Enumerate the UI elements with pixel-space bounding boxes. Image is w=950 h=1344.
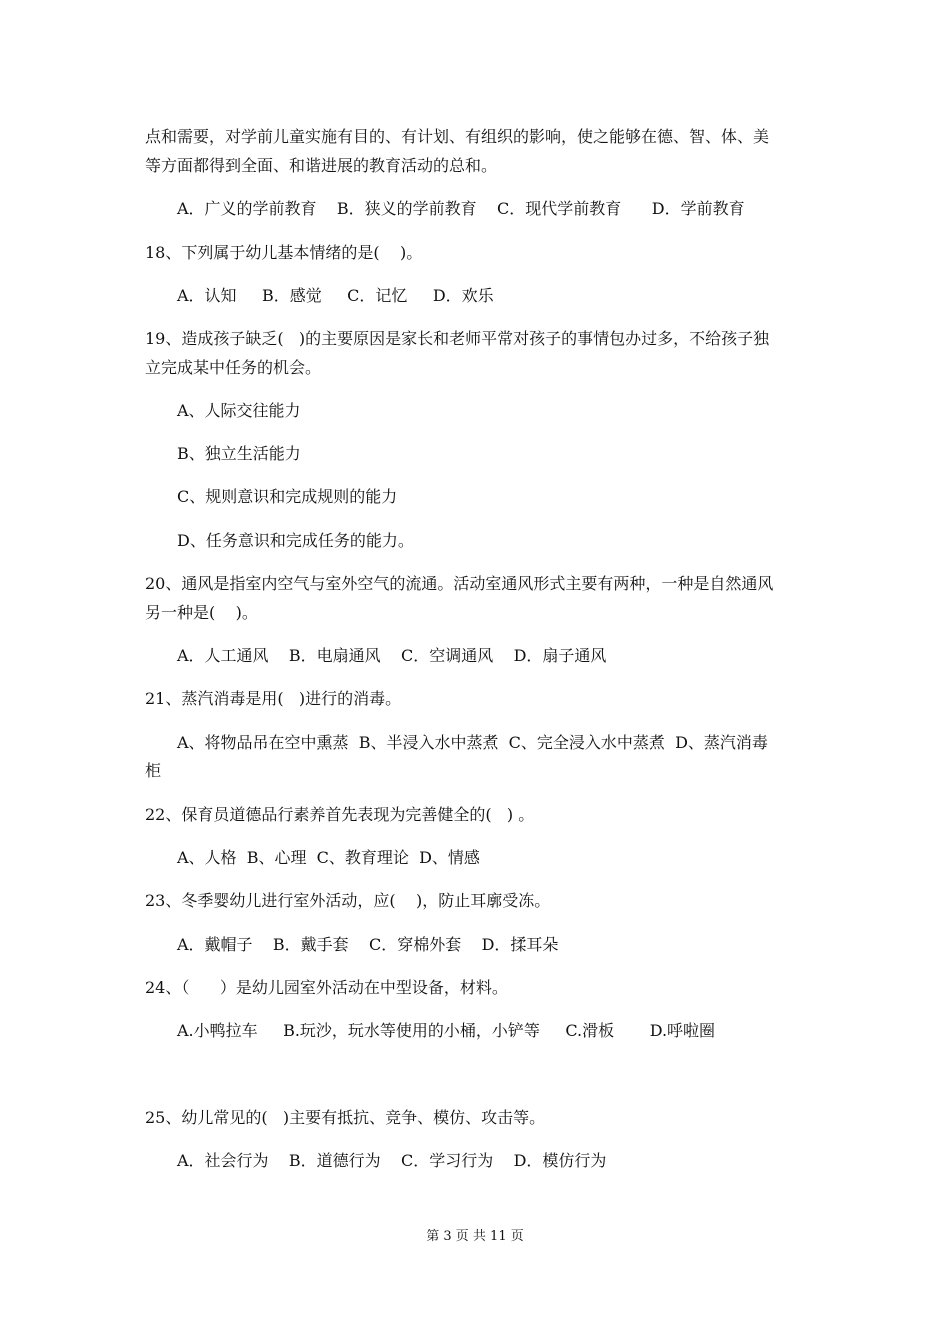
q18-options: A．认知 B．感觉 C．记忆 D．欢乐 [177, 286, 494, 305]
q25-stem: 25、幼儿常见的( )主要有抵抗、竞争、模仿、攻击等。 [145, 1108, 546, 1127]
q19-stem-line-2: 立完成某中任务的机会。 [145, 358, 322, 377]
q20-stem-line-2: 另一种是( )。 [145, 603, 258, 622]
q19-option-c: C、规则意识和完成规则的能力 [177, 487, 398, 506]
intro-options: A．广义的学前教育 B．狭义的学前教育 C．现代学前教育 D．学前教育 [177, 199, 745, 218]
page-footer: 第 3 页 共 11 页 [426, 1229, 524, 1244]
q25-options: A．社会行为 B．道德行为 C．学习行为 D．模仿行为 [177, 1151, 607, 1170]
q19-stem-line-1: 19、造成孩子缺乏( )的主要原因是家长和老师平常对孩子的事情包办过多，不给孩子独 [145, 329, 770, 348]
q24-options: A.小鸭拉车 B.玩沙，玩水等使用的小桶，小铲等 C.滑板 D.呼啦圈 [177, 1021, 716, 1040]
q21-stem: 21、蒸汽消毒是用( )进行的消毒。 [145, 689, 402, 708]
q20-stem-line-1: 20、通风是指室内空气与室外空气的流通。活动室通风形式主要有两种，一种是自然通风 [145, 574, 774, 593]
q21-options-line-1: A、将物品吊在空中熏蒸 B、半浸入水中蒸煮 C、完全浸入水中蒸煮 D、蒸汽消毒 [177, 733, 768, 752]
q19-option-a: A、人际交往能力 [177, 401, 301, 420]
q18-stem: 18、下列属于幼儿基本情绪的是( )。 [145, 243, 423, 262]
q19-option-d: D、任务意识和完成任务的能力。 [177, 531, 414, 550]
q23-options: A．戴帽子 B．戴手套 C．穿棉外套 D．揉耳朵 [177, 935, 559, 954]
intro-line-1: 点和需要，对学前儿童实施有目的、有计划、有组织的影响，使之能够在德、智、体、美 [145, 127, 770, 146]
intro-line-2: 等方面都得到全面、和谐进展的教育活动的总和。 [145, 156, 498, 175]
q22-options: A、人格 B、心理 C、教育理论 D、情感 [177, 848, 480, 867]
q24-stem: 24、（ ）是幼儿园室外活动在中型设备，材料。 [145, 978, 508, 997]
q22-stem: 22、保育员道德品行素养首先表现为完善健全的( ) 。 [145, 805, 535, 824]
q23-stem: 23、冬季婴幼儿进行室外活动，应( )，防止耳廓受冻。 [145, 891, 551, 910]
q19-option-b: B、独立生活能力 [177, 444, 301, 463]
q21-options-line-2: 柜 [145, 761, 162, 780]
q20-options: A．人工通风 B．电扇通风 C．空调通风 D．扇子通风 [177, 646, 607, 665]
